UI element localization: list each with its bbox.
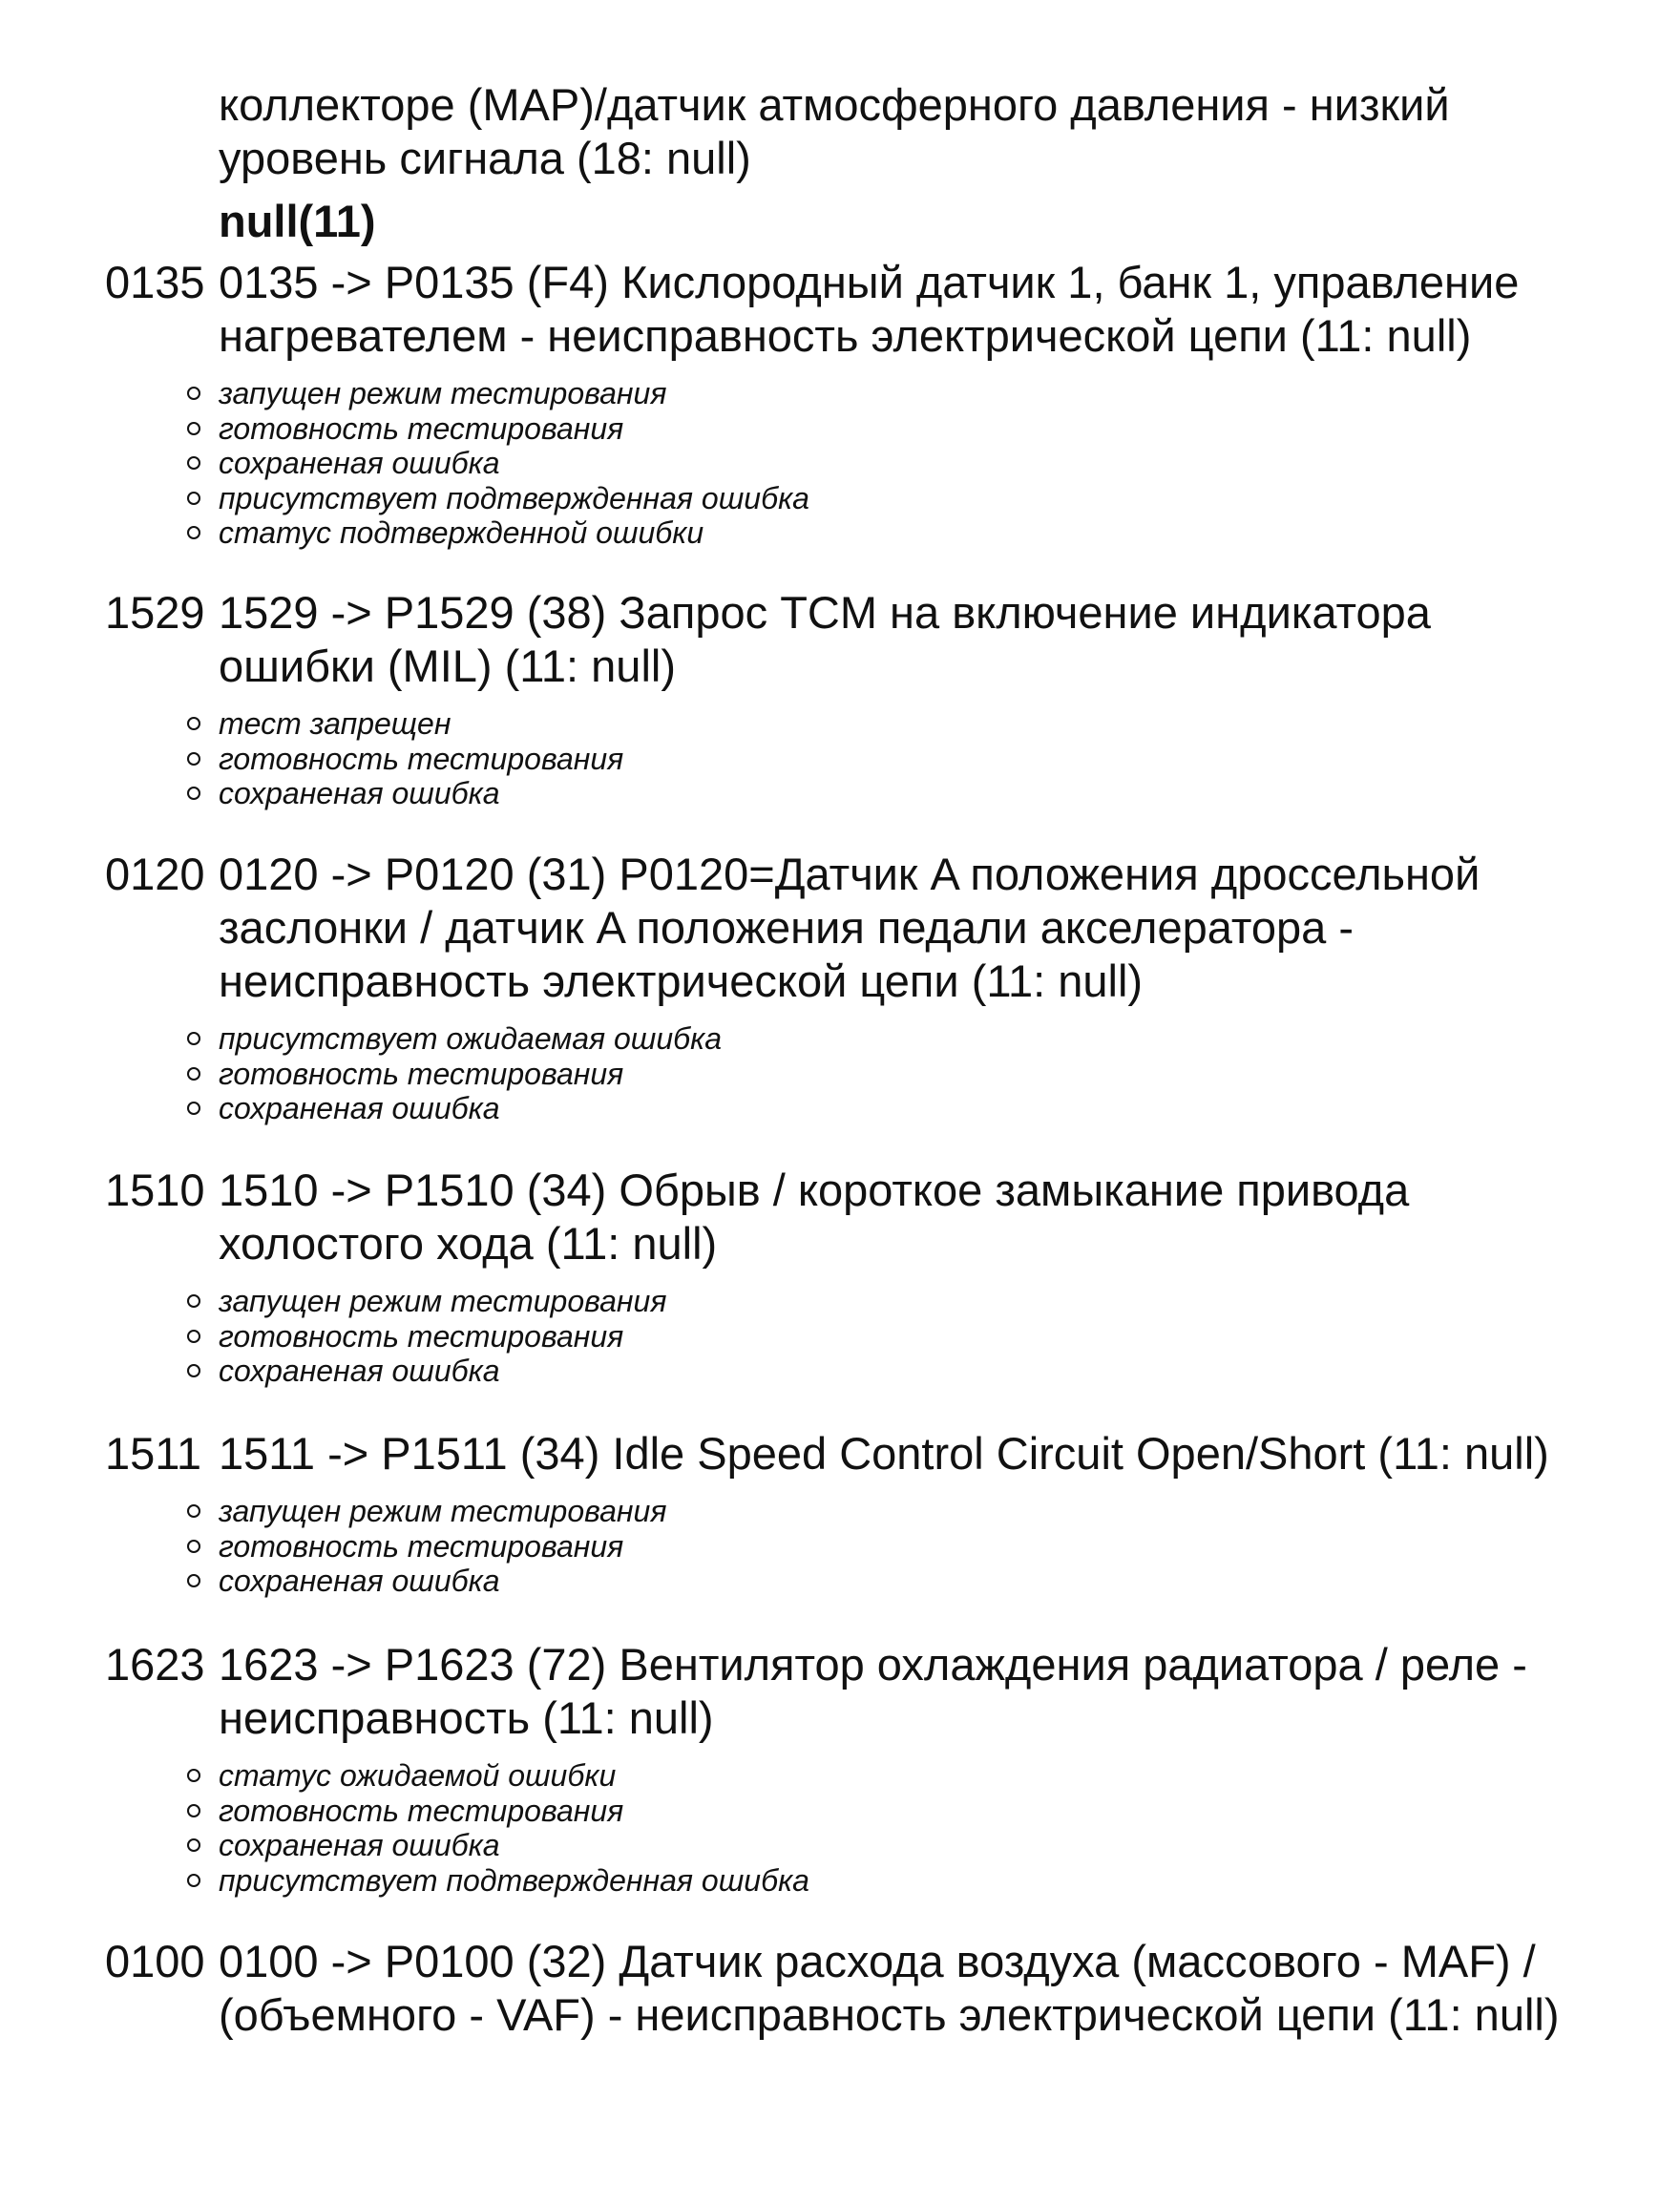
dtc-status-list: [105, 706, 1594, 811]
dtc-entry-header: [105, 848, 1594, 1008]
dtc-status-list: [105, 1494, 1594, 1599]
dtc-status-item: готовность тестирования: [219, 1794, 1594, 1829]
circle-bullet-icon: [187, 1874, 200, 1887]
circle-bullet-icon: [187, 1032, 200, 1045]
dtc-entry: [105, 1935, 1594, 2042]
circle-bullet-icon: [187, 1804, 200, 1817]
dtc-code: 0100: [105, 1936, 205, 1986]
circle-bullet-icon: [187, 1504, 200, 1518]
dtc-status-item: готовность тестирования: [219, 411, 1594, 447]
dtc-code: 1623: [105, 1639, 205, 1690]
dtc-description: 0100 -> P0100 (32) Датчик расхода воздуха (массового - MAF) / (объемного - VAF) - неисправность электрической цепи (11: null): [219, 1936, 1560, 2040]
dtc-code: 1510: [105, 1165, 205, 1215]
dtc-description: 0120 -> P0120 (31) P0120=Датчик A положения дроссельной заслонки / датчик A положения педали акселератора - неисправность электрической цепи (11: null): [219, 849, 1480, 1006]
dtc-status-list: [105, 1021, 1594, 1126]
circle-bullet-icon: [187, 387, 200, 400]
dtc-status-list: [105, 1758, 1594, 1898]
dtc-entry-header: [105, 256, 1594, 363]
dtc-entry-header: [105, 1638, 1594, 1745]
circle-bullet-icon: [187, 1540, 200, 1553]
dtc-code: 0135: [105, 257, 205, 307]
dtc-status-item: сохраненая ошибка: [219, 1091, 1594, 1126]
dtc-status-item: готовность тестирования: [219, 1529, 1594, 1564]
dtc-status-item: сохраненая ошибка: [219, 1564, 1594, 1599]
dtc-entry: [105, 848, 1594, 1126]
circle-bullet-icon: [187, 1067, 200, 1081]
dtc-status-item: статус подтвержденной ошибки: [219, 515, 1594, 551]
dtc-status-list: [105, 1284, 1594, 1389]
circle-bullet-icon: [187, 1838, 200, 1852]
dtc-description: 0135 -> P0135 (F4) Кислородный датчик 1, банк 1, управление нагревателем - неисправность электрической цепи (11: null): [219, 257, 1520, 361]
dtc-entry: [105, 256, 1594, 551]
dtc-status-item: присутствует подтвержденная ошибка: [219, 481, 1594, 516]
circle-bullet-icon: [187, 1364, 200, 1377]
circle-bullet-icon: [187, 1330, 200, 1343]
circle-bullet-icon: [187, 752, 200, 766]
dtc-status-item: присутствует ожидаемая ошибка: [219, 1021, 1594, 1057]
dtc-description: 1529 -> P1529 (38) Запрос TCM на включение индикатора ошибки (MIL) (11: null): [219, 587, 1431, 691]
dtc-status-item: запущен режим тестирования: [219, 376, 1594, 411]
dtc-description: 1623 -> P1623 (72) Вентилятор охлаждения радиатора / реле - неисправность (11: null): [219, 1639, 1527, 1743]
dtc-entry: [105, 1427, 1594, 1599]
dtc-description: 1511 -> P1511 (34) Idle Speed Control Circuit Open/Short (11: null): [219, 1428, 1549, 1479]
circle-bullet-icon: [187, 456, 200, 470]
circle-bullet-icon: [187, 1294, 200, 1308]
dtc-code: 0120: [105, 849, 205, 899]
dtc-entry: [105, 1638, 1594, 1898]
dtc-status-list: [105, 376, 1594, 551]
dtc-status-item: запущен режим тестирования: [219, 1284, 1594, 1319]
dtc-status-item: сохраненая ошибка: [219, 776, 1594, 811]
circle-bullet-icon: [187, 717, 200, 730]
circle-bullet-icon: [187, 1574, 200, 1587]
dtc-status-item: сохраненая ошибка: [219, 1828, 1594, 1863]
dtc-status-item: статус ожидаемой ошибки: [219, 1758, 1594, 1794]
continued-entry-text: коллекторе (MAP)/датчик атмосферного давления - низкий уровень сигнала (18: null): [219, 79, 1450, 183]
dtc-status-item: готовность тестирования: [219, 1319, 1594, 1354]
dtc-entry: [105, 1164, 1594, 1389]
dtc-entry-header: [105, 1427, 1594, 1480]
dtc-status-item: тест запрещен: [219, 706, 1594, 742]
dtc-status-item: присутствует подтвержденная ошибка: [219, 1863, 1594, 1899]
circle-bullet-icon: [187, 492, 200, 505]
dtc-status-item: сохраненая ошибка: [219, 446, 1594, 481]
dtc-status-item: готовность тестирования: [219, 742, 1594, 777]
dtc-entry-header: [105, 1935, 1594, 2042]
dtc-status-item: сохраненая ошибка: [219, 1354, 1594, 1389]
circle-bullet-icon: [187, 422, 200, 435]
circle-bullet-icon: [187, 787, 200, 800]
dtc-status-item: запущен режим тестирования: [219, 1494, 1594, 1529]
circle-bullet-icon: [187, 1769, 200, 1782]
continued-entry-bold: null(11): [219, 196, 376, 246]
circle-bullet-icon: [187, 526, 200, 539]
dtc-entry-header: [105, 586, 1594, 693]
dtc-code: 1511: [105, 1428, 202, 1479]
dtc-description: 1510 -> P1510 (34) Обрыв / короткое замыкание привода холостого хода (11: null): [219, 1165, 1410, 1269]
dtc-code: 1529: [105, 587, 205, 638]
dtc-status-item: готовность тестирования: [219, 1057, 1594, 1092]
dtc-entry-header: [105, 1164, 1594, 1270]
dtc-entry: [105, 586, 1594, 811]
circle-bullet-icon: [187, 1102, 200, 1115]
